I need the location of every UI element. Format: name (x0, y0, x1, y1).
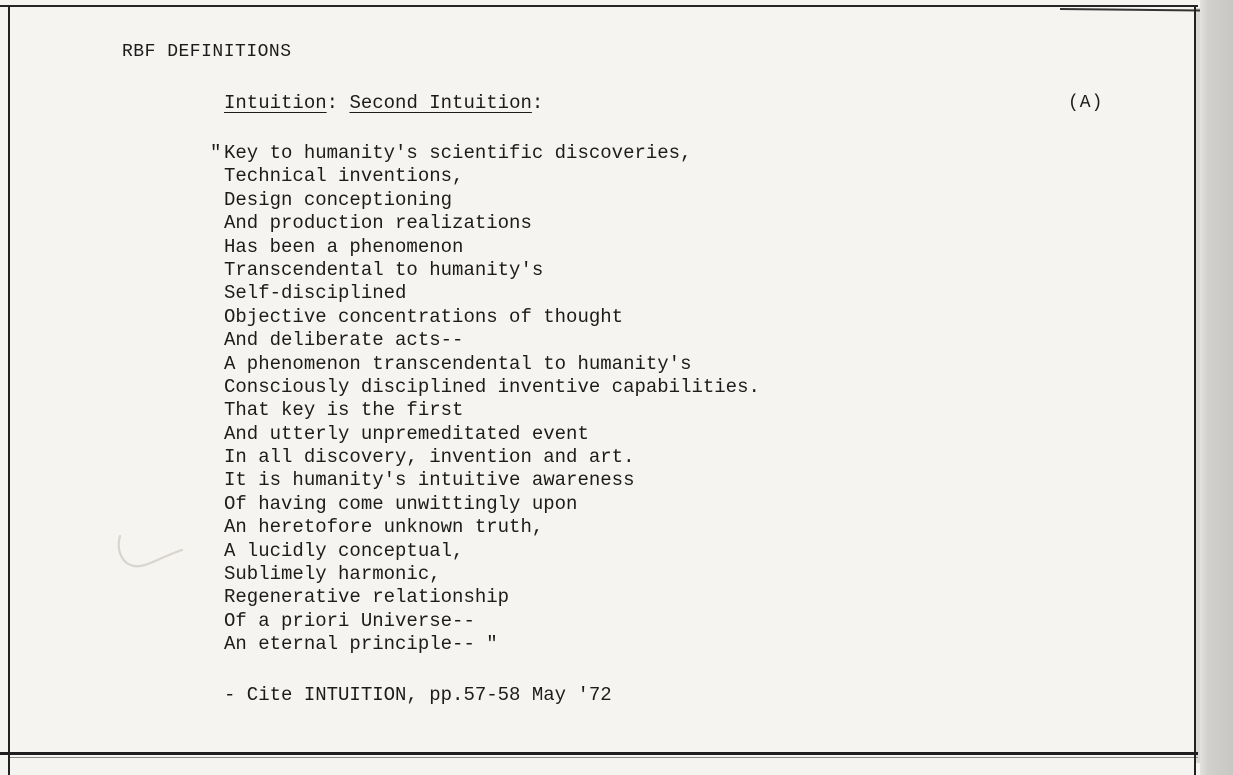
section-tag: (A) (1068, 93, 1104, 113)
quote-line (210, 633, 760, 656)
quote-line-text: Of a priori Universe-- (224, 609, 475, 632)
quote-line (210, 469, 760, 492)
quote-line-text: Regenerative relationship (224, 586, 510, 609)
quote-line-text: That key is the first (224, 399, 464, 422)
card-left-border-lower (8, 754, 10, 775)
quote-line-text: And utterly unpremeditated event (224, 422, 589, 445)
definition-terms (224, 92, 543, 114)
quote-line (210, 259, 760, 282)
quote-line-text: Technical inventions, (224, 165, 464, 188)
quote-line-text: Sublimely harmonic, (224, 563, 441, 586)
quote-line-text: A phenomenon transcendental to humanity's (224, 352, 692, 375)
page-edge-shadow (1196, 8, 1200, 763)
quote-line (210, 540, 760, 563)
card-bottom-border-shadow (8, 757, 1198, 758)
quote-line (210, 610, 760, 633)
quote-line-text: An heretofore unknown truth, (224, 516, 544, 539)
quote-line-text: Of having come unwittingly upon (224, 492, 578, 515)
quote-line (210, 329, 760, 352)
page-edge-strip (1200, 0, 1233, 775)
term-intuition: Intuition (224, 92, 327, 114)
quote-line (210, 282, 760, 305)
quote-line (210, 189, 760, 212)
quote-line-text: It is humanity's intuitive awareness (224, 469, 635, 492)
quote-line (210, 306, 760, 329)
quote-line-text: In all discovery, invention and art. (224, 446, 635, 469)
quote-line (210, 516, 760, 539)
quote-line-text: Design conceptioning (224, 188, 453, 211)
quote-line (210, 399, 760, 422)
term-second-intuition: Second Intuition (349, 92, 532, 114)
quote-line (210, 165, 760, 188)
pencil-mark-icon (112, 528, 192, 578)
quote-line-text: An eternal principle-- " (224, 633, 498, 656)
quote-line-text: And deliberate acts-- (224, 329, 464, 352)
quote-line-text: A lucidly conceptual, (224, 539, 464, 562)
quote-line-text: Transcendental to humanity's (224, 258, 544, 281)
quote-line (210, 236, 760, 259)
quote-line (210, 212, 760, 235)
quote-line (210, 423, 760, 446)
quote-line (210, 376, 760, 399)
term-separator-2: : (531, 92, 544, 114)
card-bottom-border (0, 752, 1198, 755)
quote-line-text: Consciously disciplined inventive capabilities. (224, 375, 760, 398)
quote-line-text: Self-disciplined (224, 282, 407, 305)
open-quote-mark: " (210, 142, 222, 164)
quote-line-text: Has been a phenomenon (224, 235, 464, 258)
quote-line (210, 353, 760, 376)
quote-line-text: And production realizations (224, 212, 532, 235)
term-separator-1: : (326, 92, 339, 114)
quote-line (210, 493, 760, 516)
card-right-border-lower (1194, 754, 1196, 775)
quote-line (210, 142, 760, 165)
definition-quote (210, 142, 760, 657)
quote-line (210, 563, 760, 586)
quote-line (210, 586, 760, 609)
quote-line-text: Key to humanity's scientific discoveries, (224, 142, 692, 164)
document-header: RBF DEFINITIONS (122, 42, 292, 62)
quote-line (210, 446, 760, 469)
quote-line-text: Objective concentrations of thought (224, 305, 624, 328)
citation: - Cite INTUITION, pp.57-58 May '72 (224, 684, 612, 706)
